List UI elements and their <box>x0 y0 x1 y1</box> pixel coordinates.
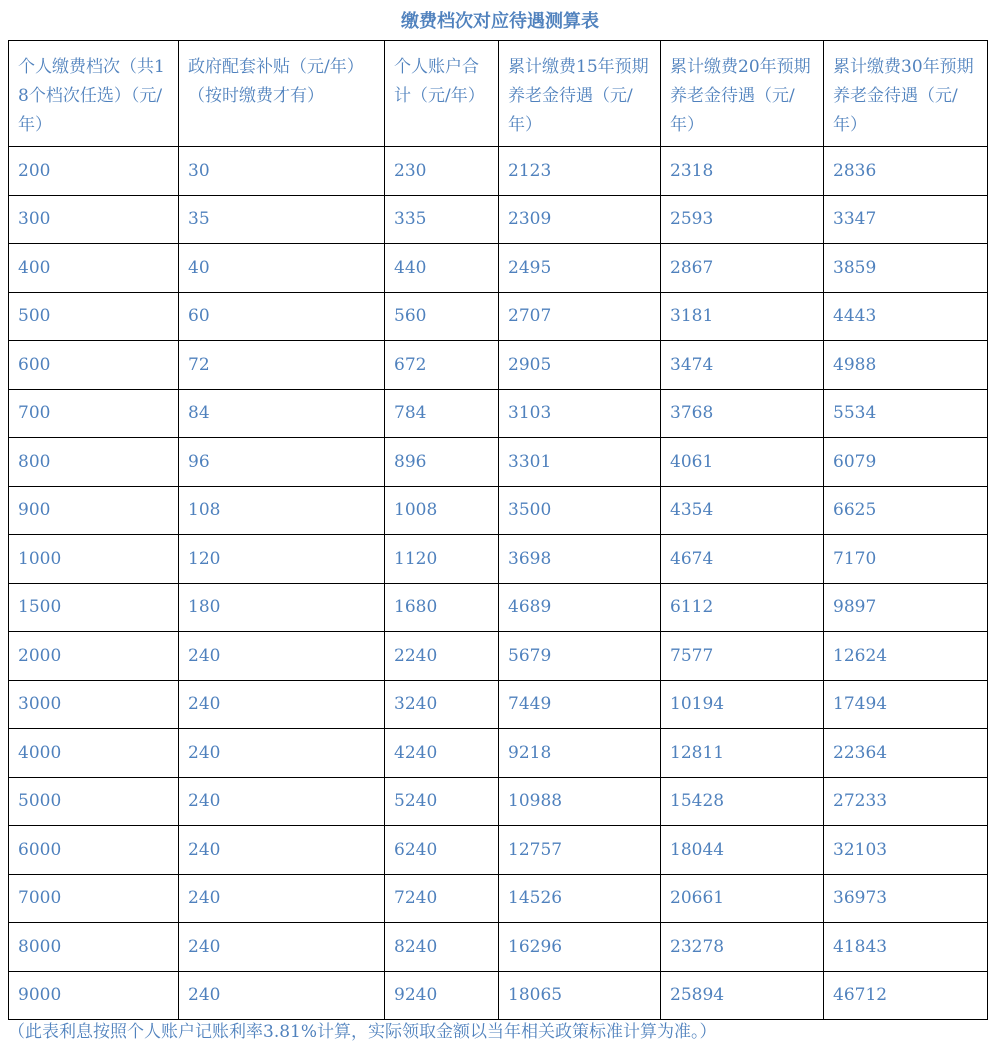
cell-government-subsidy: 240 <box>179 729 385 778</box>
cell-government-subsidy: 120 <box>179 535 385 584</box>
cell-contribution-tier: 400 <box>9 244 179 293</box>
cell-pension-15-years: 3301 <box>499 438 661 487</box>
cell-contribution-tier: 1500 <box>9 583 179 632</box>
cell-account-total: 230 <box>385 147 499 196</box>
cell-pension-20-years: 2593 <box>661 195 824 244</box>
cell-pension-15-years: 3500 <box>499 486 661 535</box>
cell-pension-20-years: 4061 <box>661 438 824 487</box>
cell-pension-30-years: 7170 <box>824 535 988 584</box>
cell-account-total: 1008 <box>385 486 499 535</box>
cell-pension-15-years: 5679 <box>499 632 661 681</box>
cell-government-subsidy: 240 <box>179 874 385 923</box>
cell-government-subsidy: 240 <box>179 680 385 729</box>
cell-pension-30-years: 17494 <box>824 680 988 729</box>
cell-pension-20-years: 2318 <box>661 147 824 196</box>
cell-pension-30-years: 4443 <box>824 292 988 341</box>
cell-pension-20-years: 3181 <box>661 292 824 341</box>
cell-pension-15-years: 9218 <box>499 729 661 778</box>
cell-account-total: 6240 <box>385 826 499 875</box>
cell-pension-15-years: 2123 <box>499 147 661 196</box>
cell-pension-20-years: 4674 <box>661 535 824 584</box>
table-row <box>9 535 988 584</box>
cell-pension-15-years: 10988 <box>499 777 661 826</box>
cell-contribution-tier: 1000 <box>9 535 179 584</box>
cell-pension-15-years: 18065 <box>499 971 661 1020</box>
header-row <box>9 41 988 147</box>
cell-government-subsidy: 60 <box>179 292 385 341</box>
cell-government-subsidy: 35 <box>179 195 385 244</box>
cell-government-subsidy: 84 <box>179 389 385 438</box>
table-row <box>9 632 988 681</box>
cell-pension-15-years: 3698 <box>499 535 661 584</box>
cell-pension-30-years: 9897 <box>824 583 988 632</box>
cell-contribution-tier: 200 <box>9 147 179 196</box>
cell-contribution-tier: 2000 <box>9 632 179 681</box>
cell-pension-15-years: 7449 <box>499 680 661 729</box>
benefit-table <box>8 40 988 1020</box>
table-row <box>9 341 988 390</box>
cell-pension-15-years: 4689 <box>499 583 661 632</box>
cell-pension-20-years: 4354 <box>661 486 824 535</box>
cell-contribution-tier: 7000 <box>9 874 179 923</box>
cell-account-total: 440 <box>385 244 499 293</box>
cell-account-total: 4240 <box>385 729 499 778</box>
table-row <box>9 195 988 244</box>
cell-government-subsidy: 240 <box>179 923 385 972</box>
cell-government-subsidy: 240 <box>179 632 385 681</box>
cell-contribution-tier: 900 <box>9 486 179 535</box>
cell-pension-30-years: 4988 <box>824 341 988 390</box>
cell-pension-15-years: 2309 <box>499 195 661 244</box>
cell-pension-15-years: 14526 <box>499 874 661 923</box>
cell-pension-20-years: 23278 <box>661 923 824 972</box>
cell-account-total: 7240 <box>385 874 499 923</box>
cell-pension-20-years: 15428 <box>661 777 824 826</box>
cell-pension-30-years: 41843 <box>824 923 988 972</box>
header-government-subsidy: 政府配套补贴（元/年） （按时缴费才有） <box>179 41 385 147</box>
cell-contribution-tier: 300 <box>9 195 179 244</box>
cell-pension-30-years: 12624 <box>824 632 988 681</box>
cell-pension-15-years: 12757 <box>499 826 661 875</box>
cell-pension-30-years: 3859 <box>824 244 988 293</box>
table-row <box>9 729 988 778</box>
cell-pension-15-years: 3103 <box>499 389 661 438</box>
cell-contribution-tier: 700 <box>9 389 179 438</box>
cell-pension-30-years: 22364 <box>824 729 988 778</box>
cell-pension-20-years: 12811 <box>661 729 824 778</box>
cell-pension-30-years: 32103 <box>824 826 988 875</box>
table-row <box>9 826 988 875</box>
cell-pension-20-years: 18044 <box>661 826 824 875</box>
cell-account-total: 2240 <box>385 632 499 681</box>
cell-government-subsidy: 240 <box>179 826 385 875</box>
table-row <box>9 438 988 487</box>
cell-account-total: 3240 <box>385 680 499 729</box>
cell-pension-20-years: 20661 <box>661 874 824 923</box>
cell-pension-30-years: 36973 <box>824 874 988 923</box>
cell-government-subsidy: 40 <box>179 244 385 293</box>
cell-pension-15-years: 2905 <box>499 341 661 390</box>
table-row <box>9 777 988 826</box>
cell-account-total: 560 <box>385 292 499 341</box>
cell-pension-30-years: 46712 <box>824 971 988 1020</box>
cell-account-total: 1120 <box>385 535 499 584</box>
cell-account-total: 784 <box>385 389 499 438</box>
header-account-total: 个人账户合计（元/年） <box>385 41 499 147</box>
cell-pension-20-years: 7577 <box>661 632 824 681</box>
cell-government-subsidy: 108 <box>179 486 385 535</box>
cell-pension-15-years: 2495 <box>499 244 661 293</box>
cell-pension-30-years: 6625 <box>824 486 988 535</box>
cell-pension-15-years: 16296 <box>499 923 661 972</box>
header-contribution-tier: 个人缴费档次（共18个档次任选）（元/年） <box>9 41 179 147</box>
cell-contribution-tier: 9000 <box>9 971 179 1020</box>
cell-pension-20-years: 10194 <box>661 680 824 729</box>
cell-pension-20-years: 3768 <box>661 389 824 438</box>
cell-account-total: 9240 <box>385 971 499 1020</box>
cell-government-subsidy: 72 <box>179 341 385 390</box>
cell-government-subsidy: 240 <box>179 971 385 1020</box>
cell-account-total: 8240 <box>385 923 499 972</box>
table-row <box>9 389 988 438</box>
table-body <box>9 147 988 1020</box>
cell-government-subsidy: 96 <box>179 438 385 487</box>
cell-government-subsidy: 240 <box>179 777 385 826</box>
table-row <box>9 971 988 1020</box>
cell-account-total: 672 <box>385 341 499 390</box>
header-pension-20-years: 累计缴费20年预期养老金待遇（元/年） <box>661 41 824 147</box>
cell-pension-30-years: 27233 <box>824 777 988 826</box>
cell-government-subsidy: 30 <box>179 147 385 196</box>
cell-account-total: 335 <box>385 195 499 244</box>
table-row <box>9 583 988 632</box>
table-row <box>9 874 988 923</box>
header-pension-30-years: 累计缴费30年预期养老金待遇（元/年） <box>824 41 988 147</box>
cell-pension-20-years: 3474 <box>661 341 824 390</box>
cell-contribution-tier: 8000 <box>9 923 179 972</box>
table-row <box>9 147 988 196</box>
table-row <box>9 680 988 729</box>
table-title: 缴费档次对应待遇测算表 <box>401 11 599 32</box>
cell-pension-20-years: 2867 <box>661 244 824 293</box>
cell-account-total: 1680 <box>385 583 499 632</box>
cell-pension-30-years: 5534 <box>824 389 988 438</box>
footnote: （此表利息按照个人账户记账利率3.81%计算，实际领取金额以当年相关政策标准计算为准。） <box>8 1022 717 1042</box>
cell-account-total: 896 <box>385 438 499 487</box>
cell-pension-30-years: 6079 <box>824 438 988 487</box>
cell-contribution-tier: 5000 <box>9 777 179 826</box>
cell-contribution-tier: 500 <box>9 292 179 341</box>
cell-pension-15-years: 2707 <box>499 292 661 341</box>
table-row <box>9 244 988 293</box>
header-pension-15-years: 累计缴费15年预期养老金待遇（元/年） <box>499 41 661 147</box>
cell-pension-30-years: 3347 <box>824 195 988 244</box>
cell-contribution-tier: 3000 <box>9 680 179 729</box>
cell-government-subsidy: 180 <box>179 583 385 632</box>
table-row <box>9 292 988 341</box>
cell-contribution-tier: 600 <box>9 341 179 390</box>
cell-pension-20-years: 25894 <box>661 971 824 1020</box>
cell-account-total: 5240 <box>385 777 499 826</box>
cell-pension-30-years: 2836 <box>824 147 988 196</box>
table-row <box>9 486 988 535</box>
table-row <box>9 923 988 972</box>
cell-contribution-tier: 6000 <box>9 826 179 875</box>
cell-pension-20-years: 6112 <box>661 583 824 632</box>
cell-contribution-tier: 4000 <box>9 729 179 778</box>
cell-contribution-tier: 800 <box>9 438 179 487</box>
